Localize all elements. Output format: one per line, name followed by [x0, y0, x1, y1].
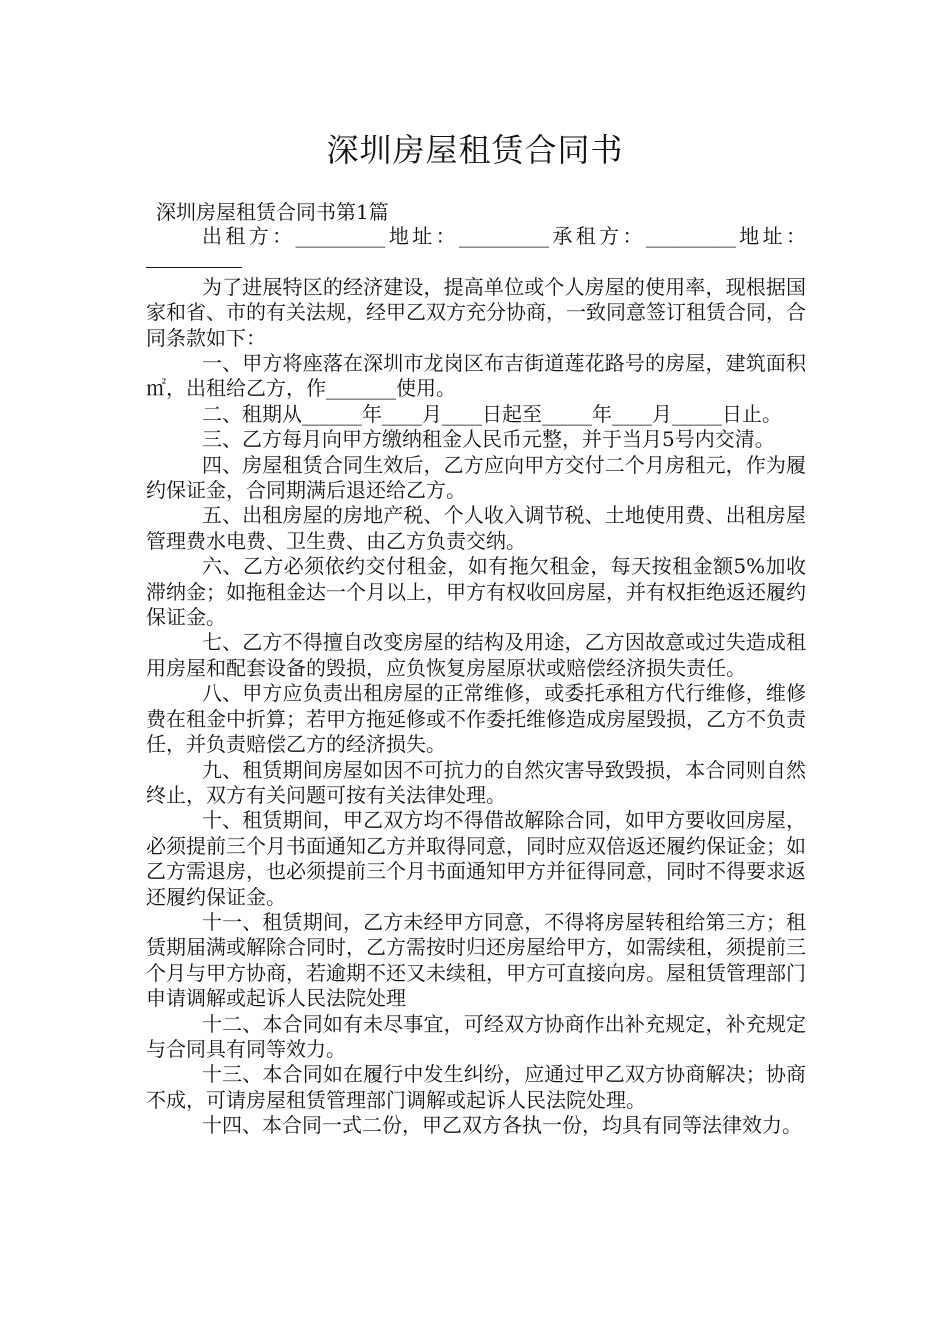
paragraph-intro: 为了进展特区的经济建设，提高单位或个人房屋的使用率，现根据国家和省、市的有关法规，经甲乙双方充分协商，一致同意签订租赁合同，合同条款如下： [146, 274, 806, 350]
paragraph-clause-9: 九、租赁期间房屋如因不可抗力的自然灾害导致毁损，本合同则自然终止，双方有关问题可按有关法律处理。 [146, 757, 806, 807]
paragraph-clause-14: 十四、本合同一式二份，甲乙双方各执一份，均具有同等法律效力。 [202, 1113, 802, 1138]
paragraph-clause-2: 二、租期从______年____月____日起至_____年____月_____日止。 [202, 401, 782, 426]
paragraph-clause-6: 六、乙方必须依约交付租金，如有拖欠租金，每天按租金额5%加收滞纳金；如拖租金达一个月以上，甲方有权收回房屋，并有权拒绝返还履约保证金。 [146, 554, 806, 630]
paragraph-clause-1: 一、甲方将座落在深圳市龙岗区布吉街道莲花路号的房屋，建筑面积㎡，出租给乙方，作_______使用。 [146, 351, 806, 401]
paragraph-clause-3: 三、乙方每月向甲方缴纳租金人民币元整，并于当月5号内交清。 [202, 427, 775, 452]
paragraph-clause-11: 十一、租赁期间，乙方未经甲方同意，不得将房屋转租给第三方；租赁期届满或解除合同时，乙方需按时归还房屋给甲方，如需续租，须提前三个月与甲方协商，若逾期不还又未续租，甲方可直接向房。屋租赁管理部门申请调解或起诉人民法院处理 [146, 909, 806, 1011]
paragraph-clause-13: 十三、本合同如在履行中发生纠纷，应通过甲乙双方协商解决；协商不成，可请房屋租赁管理部门调解或起诉人民法院处理。 [146, 1062, 806, 1112]
document-body [146, 224, 806, 1139]
parties-line-tail [146, 249, 806, 274]
address-blank [146, 249, 242, 268]
paragraph-clause-10: 十、租赁期间，甲乙双方均不得借故解除合同，如甲方要收回房屋，必须提前三个月书面通知乙方并取得同意，同时应双倍返还履约保证金；如乙方需退房，也必须提前三个月书面通知甲方并征得同意，同时不得要求返还履约保证金。 [146, 808, 806, 909]
parties-line: 出租方：_________地址：_________承租方：_________地址： [202, 224, 806, 248]
paragraph-clause-7: 七、乙方不得擅自改变房屋的结构及用途，乙方因故意或过失造成租用房屋和配套设备的毁损，应负恢复房屋原状或赔偿经济损失责任。 [146, 630, 806, 680]
paragraph-clause-5: 五、出租房屋的房地产税、个人收入调节税、土地使用费、出租房屋管理费水电费、卫生费、由乙方负责交纳。 [146, 503, 806, 553]
paragraph-clause-4: 四、房屋租赁合同生效后，乙方应向甲方交付二个月房租元，作为履约保证金，合同期满后退还给乙方。 [146, 452, 806, 503]
paragraph-clause-8: 八、甲方应负责出租房屋的正常维修，或委托承租方代行维修，维修费在租金中折算；若甲方拖延修或不作委托维修造成房屋毁损，乙方不负责任，并负责赔偿乙方的经济损失。 [146, 681, 806, 757]
document-title: 深圳房屋租赁合同书 [326, 131, 624, 169]
paragraph-clause-12: 十二、本合同如有未尽事宜，可经双方协商作出补充规定，补充规定与合同具有同等效力。 [146, 1011, 806, 1061]
document-subtitle: 深圳房屋租赁合同书第1篇 [156, 200, 389, 224]
